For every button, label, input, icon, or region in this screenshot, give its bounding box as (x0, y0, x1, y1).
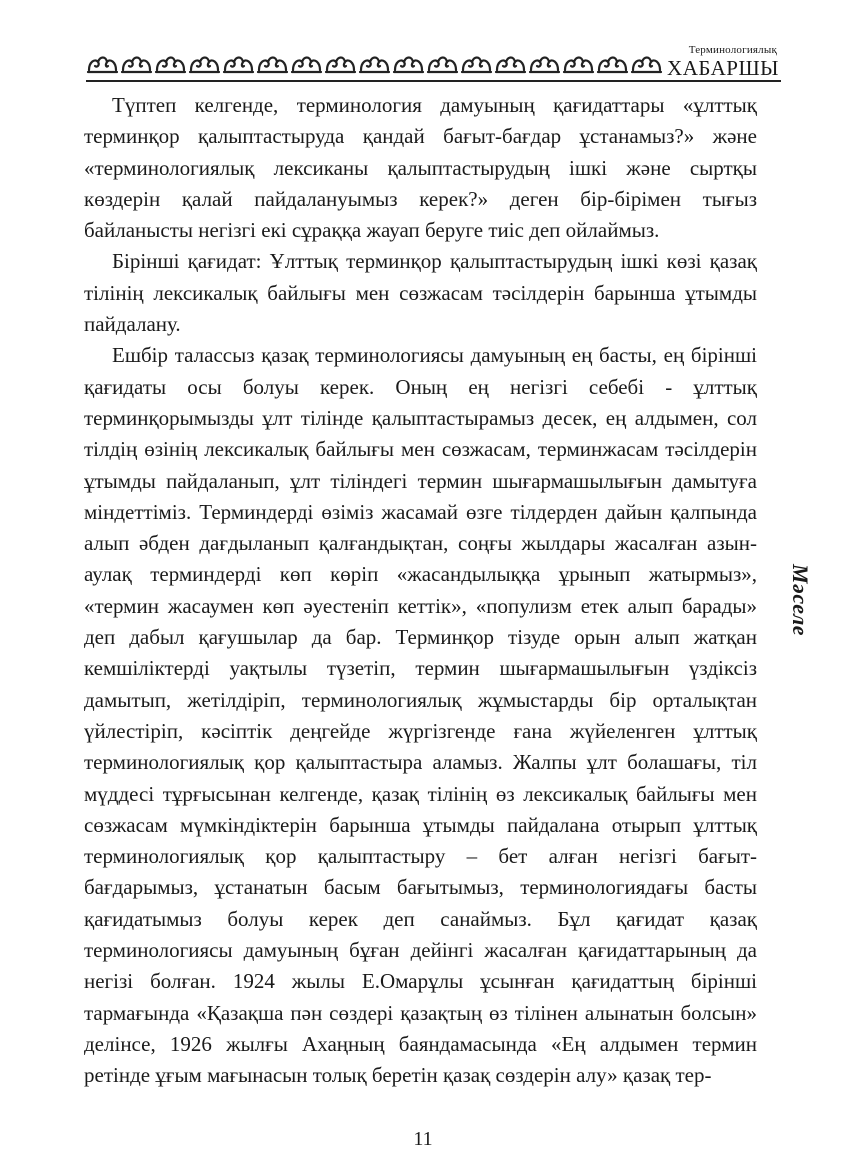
article-body (84, 90, 757, 1092)
kazakh-ornament-icon (324, 52, 357, 74)
kazakh-ornament-icon (528, 52, 561, 74)
paragraph-principle-one: Бірінші қағидат: Ұлттық терминқор қалыптастырудың ішкі көзі қазақ тілінің лексикалық байлығы мен сөзжасам тәсілдерін барынша ұтымды пайдалану. (84, 249, 757, 337)
section-label: Мәселе (788, 563, 813, 637)
kazakh-ornament-icon (392, 52, 425, 74)
page-number: 11 (413, 1128, 433, 1150)
journal-name-main: ХАБАРШЫ (667, 56, 779, 80)
paragraph-discussion: Ешбір талассыз қазақ терминологиясы дамуының ең басты, ең бірінші қағидаты осы болуы керек. Оның ең негізгі себебі - ұлттық терминқорымызды ұлт тілінде қалыптастырамыз десек, ең алдымен, сол тілдің өзінің лексикалық байлығы мен сөзжасам, терминжасам тәсілдерін ұтымды пайдаланып, ұлт тіліндегі термин шығармашылығын дамытуға міндеттіміз. Терминдерді өзіміз жасамай өзге тілдерден дайын қалпында алып әбден дағдыланып қалғандықтан, соңғы жылдары жасалған азын-аулақ терминдерді көп көріп «жасандылыққа ұрынып жатырмыз», «термин жасаумен көп әуестеніп кеттік», «популизм етек алып барады» деп дабыл қағушылар да бар. Терминқор тізуде орын алып жатқан кемшіліктерді уақтылы түзетіп, термин шығармашылығын үздіксіз дамытып, жетілдіріп, терминологиялық жұмыстарды бір орталықтан үйлестіріп, кәсіптік деңгейде жүргізгенде ғана жүйеленген ұлттық терминологиялық қор қалыптастыра аламыз. Жалпы ұлт болашағы, тіл мүддесі тұрғысынан келгенде, қазақ тілінің өз лексикалық байлығы мен сөзжасам мүмкіндіктерін барынша ұтымды пайдалана отырып ұлттық терминологиялық қор қалыптастыру – бет алған негізгі бағыт-бағдарымыз, ұстанатын басым бағытымыз, терминологиядағы басты қағидатымыз болуы керек деп санаймыз. Бұл қағидат қазақ терминологиясы дамуының бұған дейінгі жасалған қағидаттарының да негізі болған. 1924 жылы Е.Омарұлы ұсынған қағидаттың бірінші тармағында «Қазақша пән сөздері қазақтың өз тілінен алынатын болсын» делінсе, 1926 жылғы Ахаңның баяндамасында «Ең алдымен термин ретінде ұғым мағынасын толық беретін қазақ сөздерін алу» қазақ тер- (84, 343, 757, 1088)
kazakh-ornament-icon (154, 52, 187, 74)
kazakh-ornament-icon (494, 52, 527, 74)
journal-name-top: Терминологиялық (688, 44, 777, 56)
kazakh-ornament-icon (562, 52, 595, 74)
kazakh-ornament-icon (256, 52, 289, 74)
kazakh-ornament-icon (460, 52, 493, 74)
paragraph-intro: Түптеп келгенде, терминология дамуының қағидаттары «ұлттық терминқор қалыптастыруда қандай бағыт-бағдар ұстанамыз?» және «терминологиялық лексиканы қалыптастырудың ішкі және сыртқы көздерін қалай пайдалануымыз керек?» деген бір-бірімен тығыз байланысты негізгі екі сұраққа жауап беруге тиіс деп ойлаймыз. (84, 93, 757, 243)
kazakh-ornament-icon (188, 52, 221, 74)
ornament-border (86, 52, 666, 76)
kazakh-ornament-icon (426, 52, 459, 74)
kazakh-ornament-icon (290, 52, 323, 74)
page-header (86, 40, 781, 82)
header-rule (86, 80, 781, 82)
kazakh-ornament-icon (630, 52, 663, 74)
kazakh-ornament-icon (222, 52, 255, 74)
kazakh-ornament-icon (358, 52, 391, 74)
kazakh-ornament-icon (120, 52, 153, 74)
kazakh-ornament-icon (86, 52, 119, 74)
kazakh-ornament-icon (596, 52, 629, 74)
